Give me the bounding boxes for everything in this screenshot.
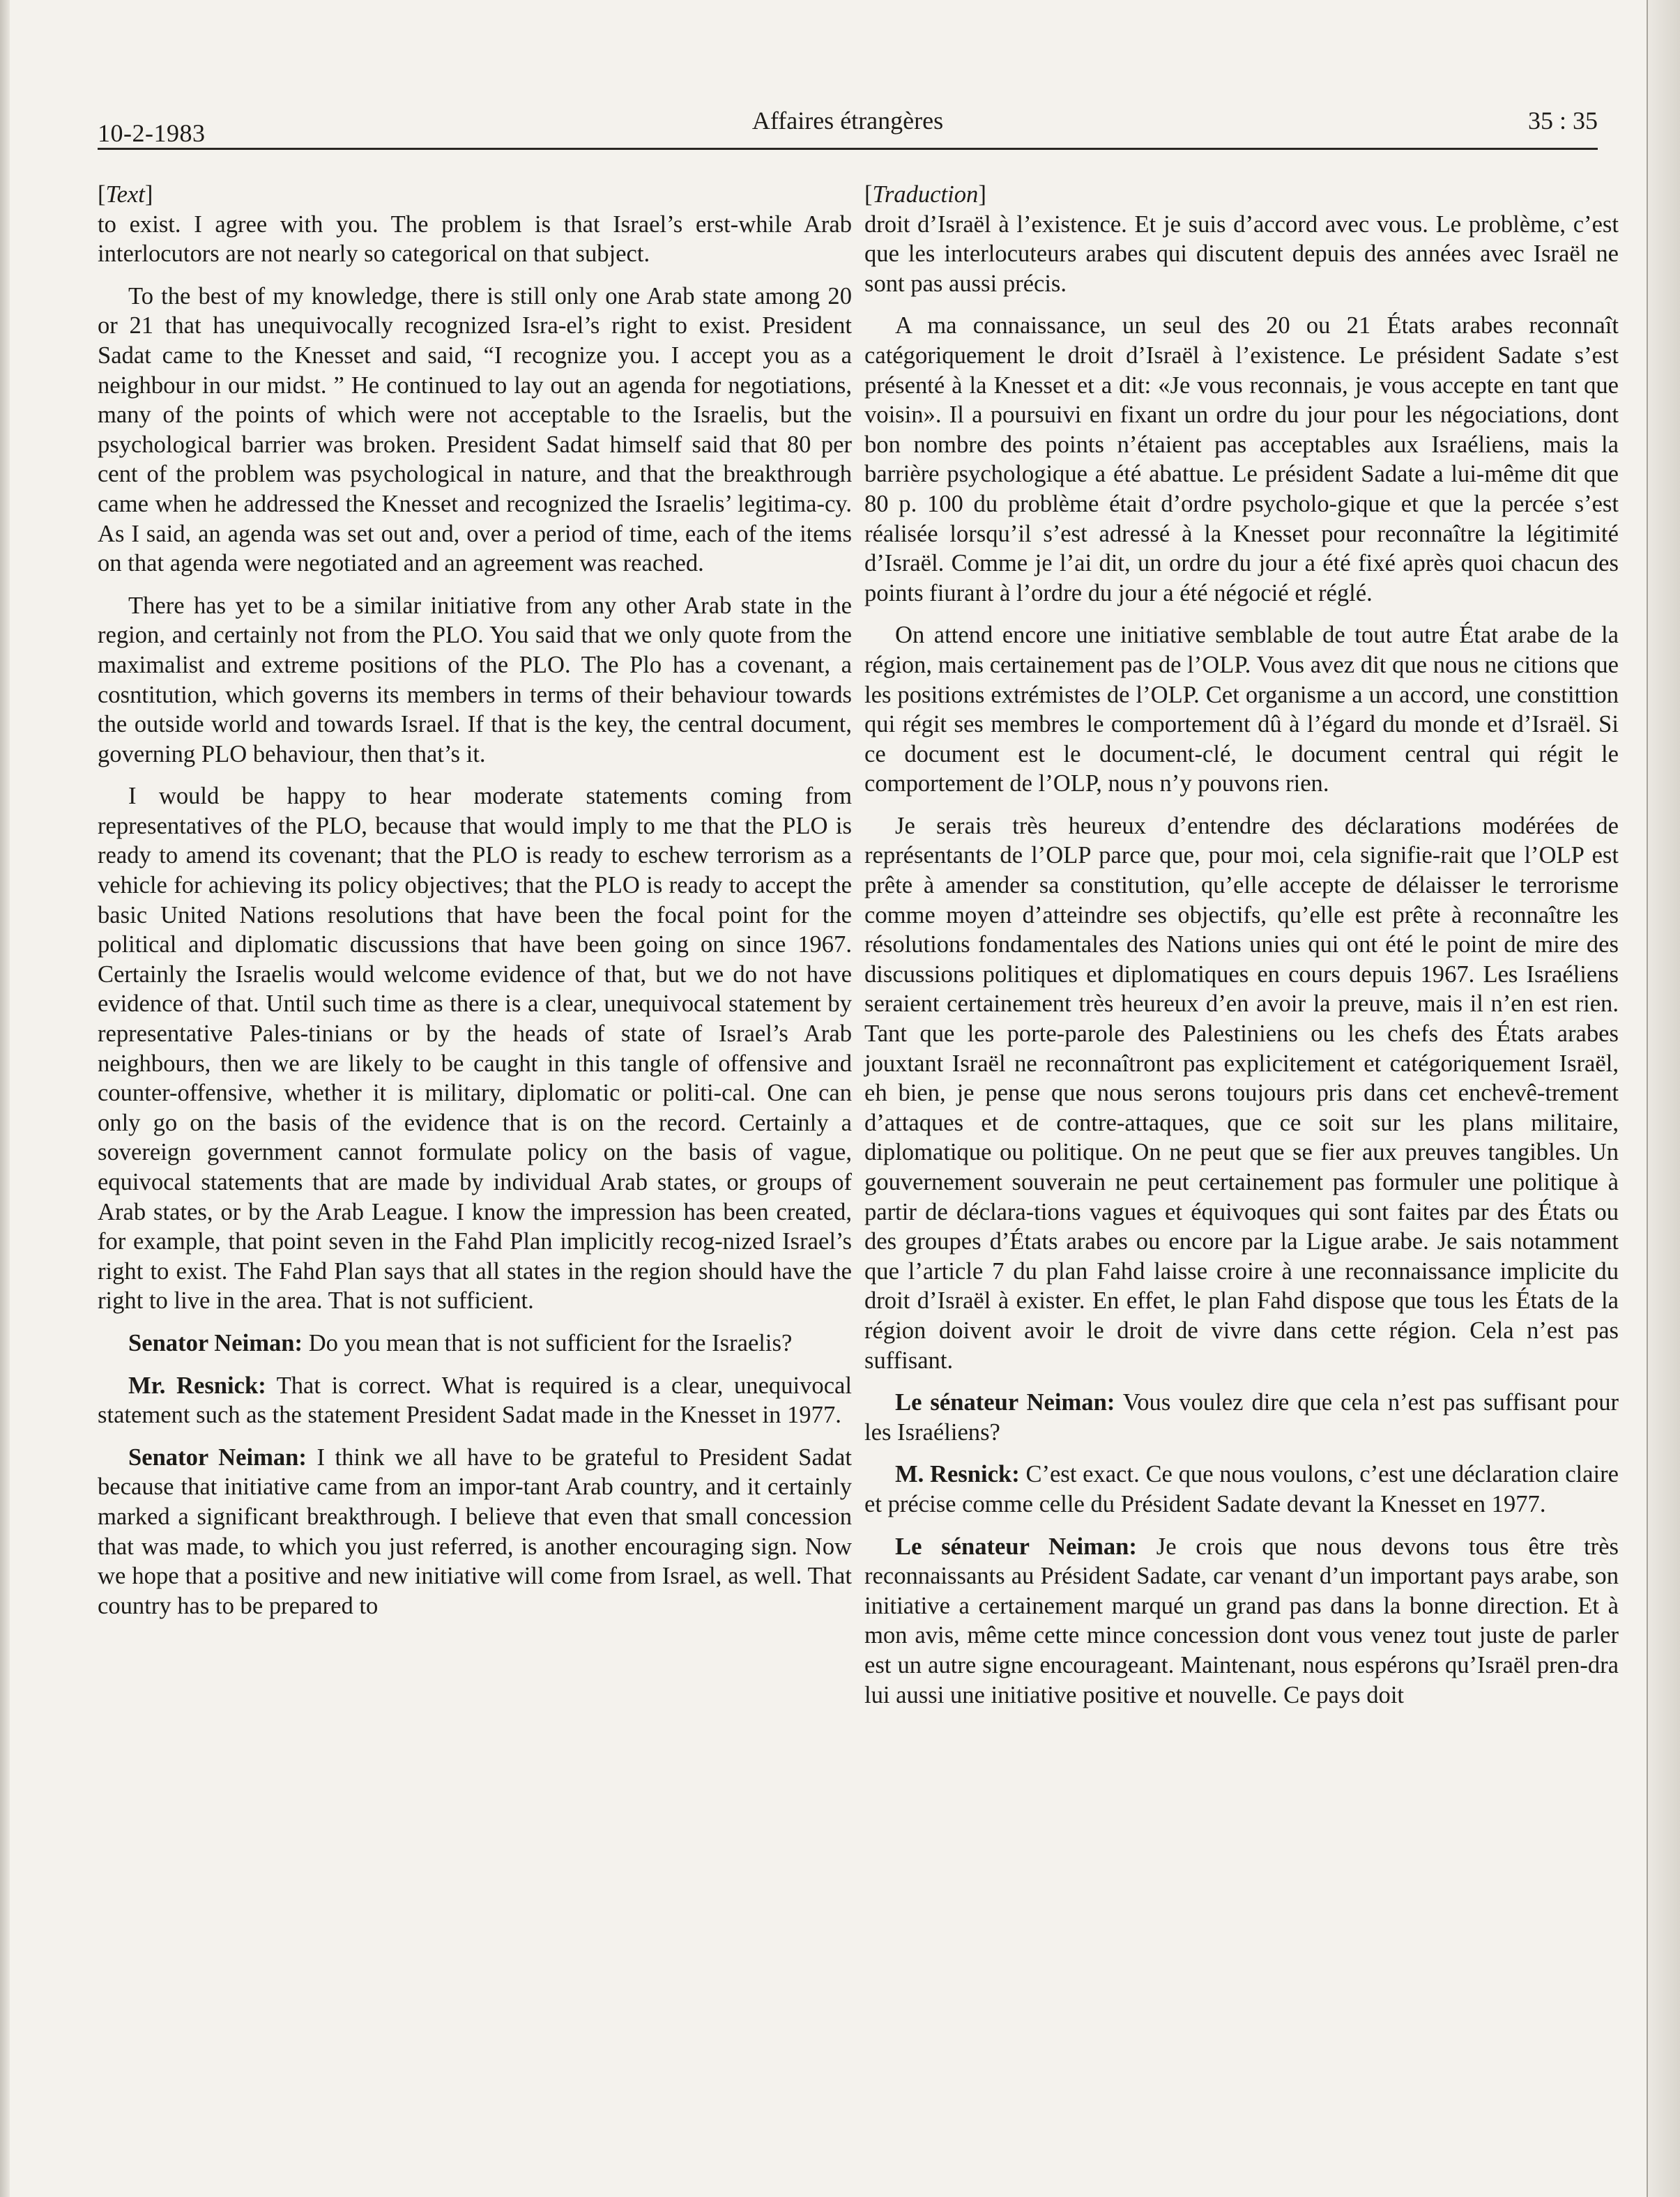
column-label-english <box>98 180 852 210</box>
speaker-name: Mr. Resnick: <box>128 1372 266 1399</box>
exchange-paragraph <box>98 1329 852 1358</box>
paragraph: I would be happy to hear moderate statements coming from representatives of the PLO, because that would imply to me that the PLO is ready to amend its covenant; that the PLO is ready to eschew terrorism as a vehicle for achieving its policy objectives; that the PLO is ready to accept the basic United Nations resolutions that have been the focal point for the political and diplomatic discussions that have been going on since 1967. Certainly the Israelis would welcome evidence of that, but we do not have evidence of that. Until such time as there is a clear, unequivocal statement by representative Pales-tinians or by the heads of state of Israel’s Arab neighbours, then we are likely to be caught in this tangle of offensive and counter-offensive, whether it is military, diplomatic or politi-cal. One can only go on the basis of the evidence that is on the record. Certainly a sovereign government cannot formulate policy on the basis of vague, equivocal statements that are made by individual Arab states, or groups of Arab states, or by the Arab League. I know the impression has been created, for example, that point seven in the Fahd Plan implicitly recog-nized Israel’s right to exist. The Fahd Plan says that all states in the region should have the right to live in the area. That is not sufficient. <box>98 783 852 1315</box>
english-column <box>98 180 852 1633</box>
paragraph: A ma connaissance, un seul des 20 ou 21 États arabes reconnaît catégoriquement le droit d’Israël à l’existence. Le président Sadate s’est présenté à la Knesset et a dit: «Je vous reconnais, je vous accepte en tant que voisin». Il a poursuivi en fixant un ordre du jour pour les négociations, dont bon nombre des points n’étaient pas acceptables aux Israéliens, mais la barrière psychologique a été abattue. Le président Sadate a lui-même dit que 80 p. 100 du problème était d’ordre psycholo-gique et que la percée s’est réalisée lorsqu’il s’est adressé à la Knesset pour reconnaître la légitimité d’Israël. Comme je l’ai dit, un ordre du jour a été fixé après quoi chacun des points fiurant à l’ordre du jour a été négocié et réglé. <box>864 312 1619 606</box>
paragraph: to exist. I agree with you. The problem is that Israel’s erst-while Arab interlocutors are not nearly so categorical on that subject. <box>98 210 852 268</box>
bracket-close: ] <box>978 181 986 208</box>
header-page-number: 35 : 35 <box>1527 107 1598 135</box>
label-text: Traduction <box>872 181 979 208</box>
speech-text: That is correct. What is required is a clear, unequivocal statement such as the statement President Sadat made in the Knesset in 1977. <box>98 1372 852 1429</box>
speech-text: I think we all have to be grateful to President Sadat because that initiative came from an impor-tant Arab country, and it certainly marked a significant breakthrough. I believe that even that small concession that was made, to which you just referred, is another encouraging sign. Now we hope that a positive and new initiative will come from Israel, as well. That country has to be prepared to <box>98 1444 852 1619</box>
speech-text: C’est exact. Ce que nous voulons, c’est une déclaration claire et précise comme celle du Président Sadate devant la Knesset en 1977. <box>864 1461 1619 1517</box>
exchange-paragraph <box>864 1532 1619 1710</box>
speech-text: Je crois que nous devons tous être très reconnaissants au Président Sadate, car venant d’un important pays arabe, son initiative a certainement marqué un grand pas dans la bonne direction. Et à mon avis, même cette mince concession dont vous venez tout juste de parler est un autre signe encourageant. Maintenant, nous espérons qu’Israël pren-dra lui aussi une initiative positive et nouvelle. Ce pays doit <box>864 1533 1619 1708</box>
speaker-name: M. Resnick: <box>895 1461 1020 1488</box>
speaker-name: Senator Neiman: <box>128 1444 307 1471</box>
page-edge <box>1647 0 1680 2197</box>
bracket-open: [ <box>864 181 873 208</box>
label-text: Text <box>105 181 145 208</box>
paragraph: On attend encore une initiative semblable de tout autre État arabe de la région, mais certainement pas de l’OLP. Vous avez dit que nous ne citions que les positions extrémistes de l’OLP. Cet organisme a un accord, une constittion qui régit ses membres le comportement dû à l’égard du monde et d’Israël. Si ce document est le document-clé, le document central qui régit le comportement de l’OLP, nous n’y pouvons rien. <box>864 622 1619 797</box>
bracket-close: ] <box>144 181 153 208</box>
header-title: Affaires étrangères <box>751 107 944 135</box>
exchange-paragraph <box>864 1460 1619 1519</box>
speaker-name: Senator Neiman: <box>128 1329 303 1356</box>
exchange-paragraph <box>98 1371 852 1430</box>
binding-edge <box>0 0 10 2197</box>
header-rule <box>98 148 1598 150</box>
speech-text: Vous voulez dire que cela n’est pas suffisant pour les Israéliens? <box>864 1389 1619 1446</box>
speech-text: Do you mean that is not sufficient for the Israelis? <box>303 1329 793 1356</box>
column-label-french <box>864 180 1619 210</box>
speaker-name: Le sénateur Neiman: <box>895 1389 1115 1416</box>
header-date: 10-2-1983 <box>98 119 206 147</box>
speaker-name: Le sénateur Neiman: <box>895 1533 1137 1560</box>
bracket-open: [ <box>98 181 106 208</box>
paragraph: droit d’Israël à l’existence. Et je suis d’accord avec vous. Le problème, c’est que les interlocuteurs arabes qui discutent depuis des années avec Israël ne sont pas aussi précis. <box>864 210 1619 297</box>
exchange-paragraph <box>98 1443 852 1621</box>
exchange-paragraph <box>864 1388 1619 1447</box>
french-column <box>864 180 1619 1722</box>
paragraph: There has yet to be a similar initiative from any other Arab state in the region, and certainly not from the PLO. You said that we only quote from the maximalist and extreme positions of the PLO. The Plo has a covenant, a cosntitution, which governs its members in terms of their behaviour towards the outside world and towards Israel. If that is the key, the central document, governing PLO behaviour, then that’s it. <box>98 592 852 767</box>
paragraph: Je serais très heureux d’entendre des déclarations modérées de représentants de l’OLP parce que, pour moi, cela signifie-rait que l’OLP est prête à amender sa constitution, qu’elle accepte de délaisser le terrorisme comme moyen d’atteindre ses objectifs, qu’elle est prête à reconnaître les résolutions fondamentales des Nations unies qui ont été le point de mire des discussions politiques et diplomatiques en cours depuis 1967. Les Israéliens seraient certainement très heureux d’en avoir la preuve, mais il n’en est rien. Tant que les porte-parole des Palestiniens ou les chefs des États arabes jouxtant Israël ne reconnaîtront pas explicitement et catégoriquement Israël, eh bien, je pense que nous serons toujours pris dans cet enchevê-trement d’attaques et de contre-attaques, que ce soit sur les plans militaire, diplomatique ou politique. On ne peut que se fier aux preuves tangibles. Un gouvernement souverain ne peut certainement pas formuler une politique à partir de déclara-tions vagues et équivoques qui sont faites par des États ou des groupes d’États arabes ou encore par la Ligue arabe. Je sais notamment que l’article 7 du plan Fahd laisse croire à une reconnaissance implicite du droit d’Israël à exister. En effet, le plan Fahd dispose que tous les États de la région doivent avoir le droit de vivre dans cette région. Cela n’est pas suffisant. <box>864 812 1619 1374</box>
page-header <box>98 106 1598 149</box>
paragraph: To the best of my knowledge, there is still only one Arab state among 20 or 21 that has unequivocally recognized Isra-el’s right to exist. President Sadat came to the Knesset and said, “I recognize you. I accept you as a neighbour in our midst. ” He continued to lay out an agenda for negotiations, many of the points of which were not acceptable to the Israelis, but the psychological barrier was broken. President Sadat himself said that 80 per cent of the problem was psychological in nature, and that the breakthrough came when he addressed the Knesset and recognized the Israelis’ legitima-cy. As I said, an agenda was set out and, over a period of time, each of the items on that agenda were negotiated and an agreement was reached. <box>98 282 852 577</box>
